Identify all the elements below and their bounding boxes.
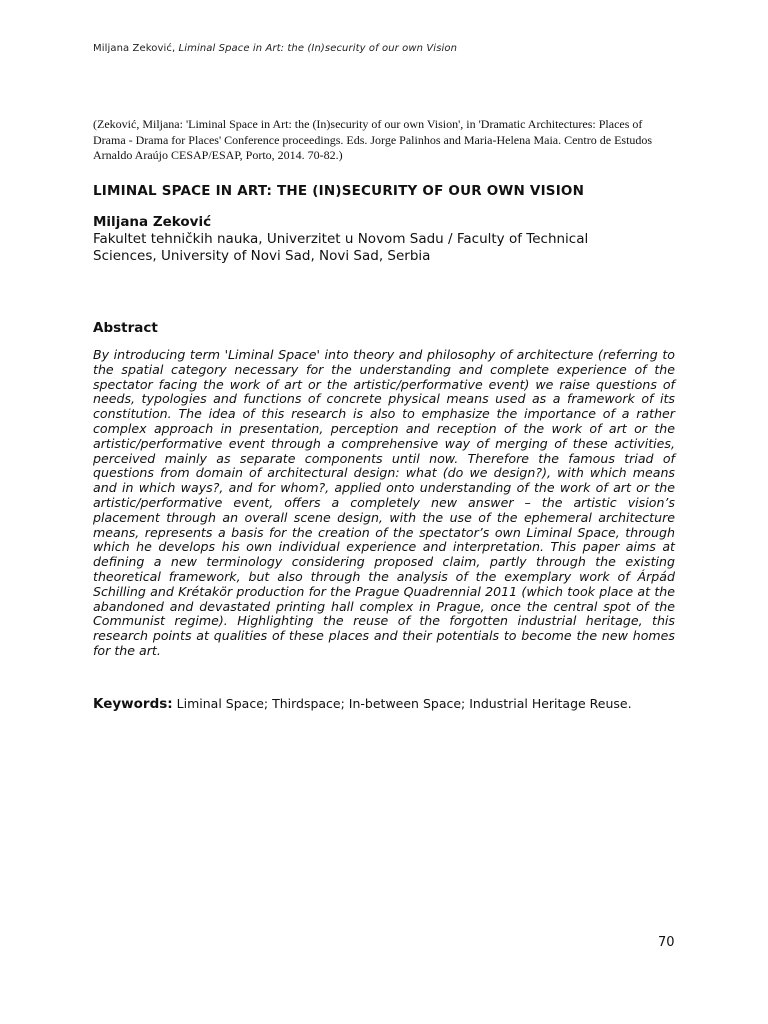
author-name: Miljana Zeković: [93, 214, 212, 230]
keywords-line: [93, 696, 693, 712]
paper-title: LIMINAL SPACE IN ART: THE (IN)SECURITY OF OUR OWN VISION: [93, 183, 585, 199]
running-header: [93, 43, 457, 54]
page-number: 70: [658, 935, 675, 950]
author-affiliation: Fakultet tehničkih nauka, Univerzitet u Novom Sadu / Faculty of Technical Sciences, University of Novi Sad, Novi Sad, Serbia: [93, 231, 589, 264]
keywords-text: Liminal Space; Thirdspace; In-between Space; Industrial Heritage Reuse.: [176, 696, 632, 711]
abstract-heading: Abstract: [93, 320, 158, 336]
running-header-title: Liminal Space in Art: the (In)security of our own Vision: [178, 43, 458, 54]
citation-note: (Zeković, Miljana: 'Liminal Space in Art: the (In)security of our own Vision', in 'Dramatic Architectures: Places of Drama - Drama for Places' Conference proceedings. Eds. Jorge Palinhos and Maria-Helena Maia. Centro de Estudos Arnaldo Araújo CESAP/ESAP, Porto, 2014. 70-82.): [93, 117, 653, 162]
abstract-body: By introducing term 'Liminal Space' into theory and philosophy of architecture (referring to the spatial category necessary for the understanding and complete experience of the spectator facing the work of art or the artistic/performative event) we raise questions of needs, typologies and functions of concrete physical means used as a framework of its constitution. The idea of this research is also to emphasize the importance of a rather complex approach in presentation, perception and reception of the work of art or the artistic/performative event through a comprehensive way of merging of these activities, perceived mainly as separate components until now. Therefore the famous triad of questions from domain of architectural design: what (do we design?), with which means and in which ways?, and for whom?, applied onto understanding of the work of art or the artistic/performative event, offers a completely new answer – the artistic vision’s placement through an overall scene design, with the use of the ephemeral architecture means, represents a basis for the creation of the spectator’s own Liminal Space, through which he develops his own individual experience and interpretation. This paper aims at defining a new terminology considering proposed claim, partly through the existing theoretical framework, but also through the analysis of the exemplary work of Árpád Schilling and Krétakör production for the Prague Quadrennial 2011 (which took place at the abandoned and devastated printing hall complex in Prague, once the central spot of the Communist regime). Highlighting the reuse of the forgotten industrial heritage, this research points at qualities of these places and their potentials to become the new homes for the art.: [93, 347, 675, 658]
running-header-author: Miljana Zeković,: [93, 43, 176, 54]
keywords-label: Keywords:: [93, 696, 173, 712]
